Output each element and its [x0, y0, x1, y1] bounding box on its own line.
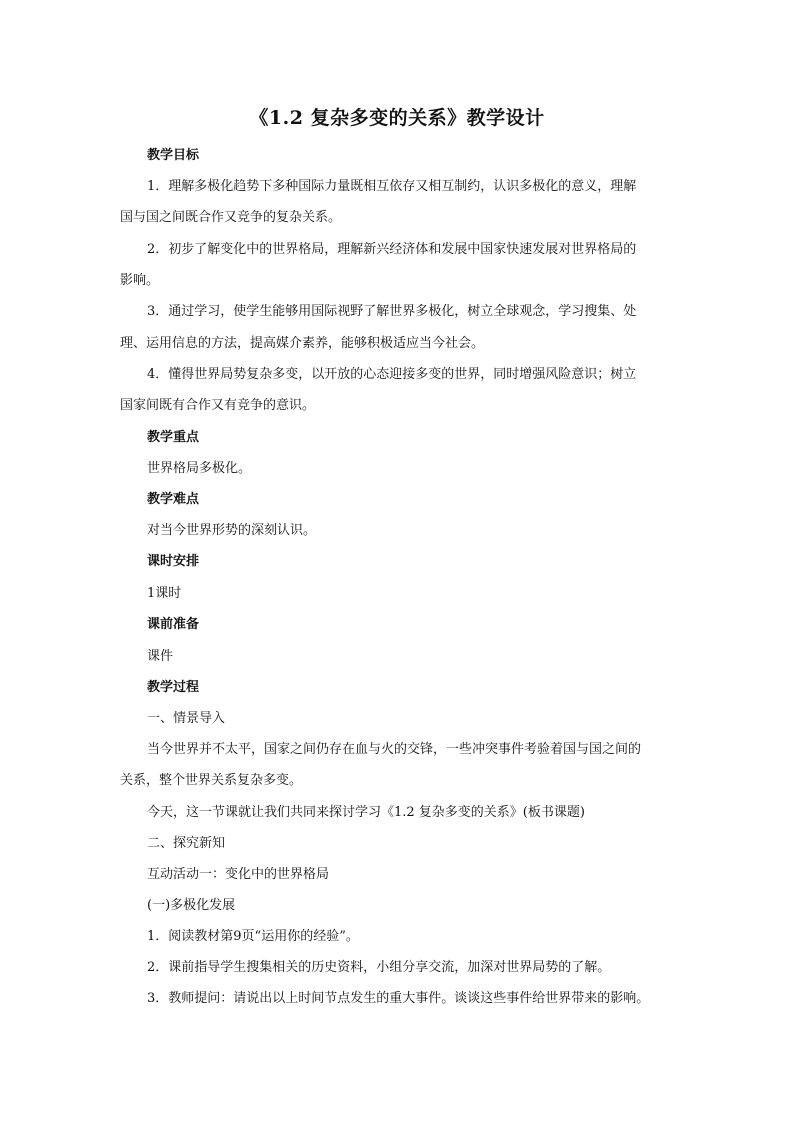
body-line: 今天，这一节课就让我们共同来探讨学习《1.2 复杂多变的关系》(板书课题) [147, 805, 585, 820]
body-line: 1课时 [147, 586, 182, 601]
body-line: 理、运用信息的方法，提高媒介素养，能够积极适应当今社会。 [120, 336, 485, 351]
body-line: 一、情景导入 [147, 711, 226, 726]
body-line: 4．懂得世界局势复杂多变，以开放的心态迎接多变的世界，同时增强风险意识；树立 [147, 367, 637, 382]
body-line: 3．通过学习，使学生能够用国际视野了解世界多极化，树立全球观念，学习搜集、处 [147, 304, 637, 319]
section-heading: 教学重点 [147, 430, 200, 445]
body-line: 互动活动一：变化中的世界格局 [147, 867, 330, 882]
section-heading: 教学目标 [147, 148, 200, 163]
body-line: 世界格局多极化。 [147, 461, 252, 476]
body-line: 课件 [147, 649, 174, 664]
body-line: 影响。 [120, 273, 160, 288]
section-heading: 课时安排 [147, 554, 200, 569]
body-line: 1．理解多极化趋势下多种国际力量既相互依存又相互制约，认识多极化的意义，理解 [147, 179, 637, 194]
body-line: 国与国之间既合作又竞争的复杂关系。 [120, 210, 342, 225]
body-line: 2．课前指导学生搜集相关的历史资料，小组分享交流，加深对世界局势的了解。 [147, 960, 611, 975]
body-line: 关系，整个世界关系复杂多变。 [120, 773, 303, 788]
document-title: 《1.2 复杂多变的关系》教学设计 [249, 107, 545, 129]
body-line: 3．教师提问：请说出以上时间节点发生的重大事件。谈谈这些事件给世界带来的影响。 [147, 991, 650, 1006]
section-heading: 课前准备 [147, 617, 200, 632]
body-line: 1．阅读教材第9页“运用你的经验”。 [147, 929, 359, 944]
section-heading: 教学难点 [147, 492, 200, 507]
body-line: (一)多极化发展 [147, 898, 236, 913]
body-line: 对当今世界形势的深刻认识。 [147, 523, 317, 538]
body-line: 当今世界并不太平，国家之间仍存在血与火的交锋，一些冲突事件考验着国与国之间的 [147, 742, 642, 757]
body-line: 国家间既有合作又有竞争的意识。 [120, 398, 316, 413]
body-line: 2．初步了解变化中的世界格局，理解新兴经济体和发展中国家快速发展对世界格局的 [147, 242, 637, 257]
section-heading: 教学过程 [147, 680, 200, 695]
body-line: 二、探究新知 [147, 836, 226, 851]
